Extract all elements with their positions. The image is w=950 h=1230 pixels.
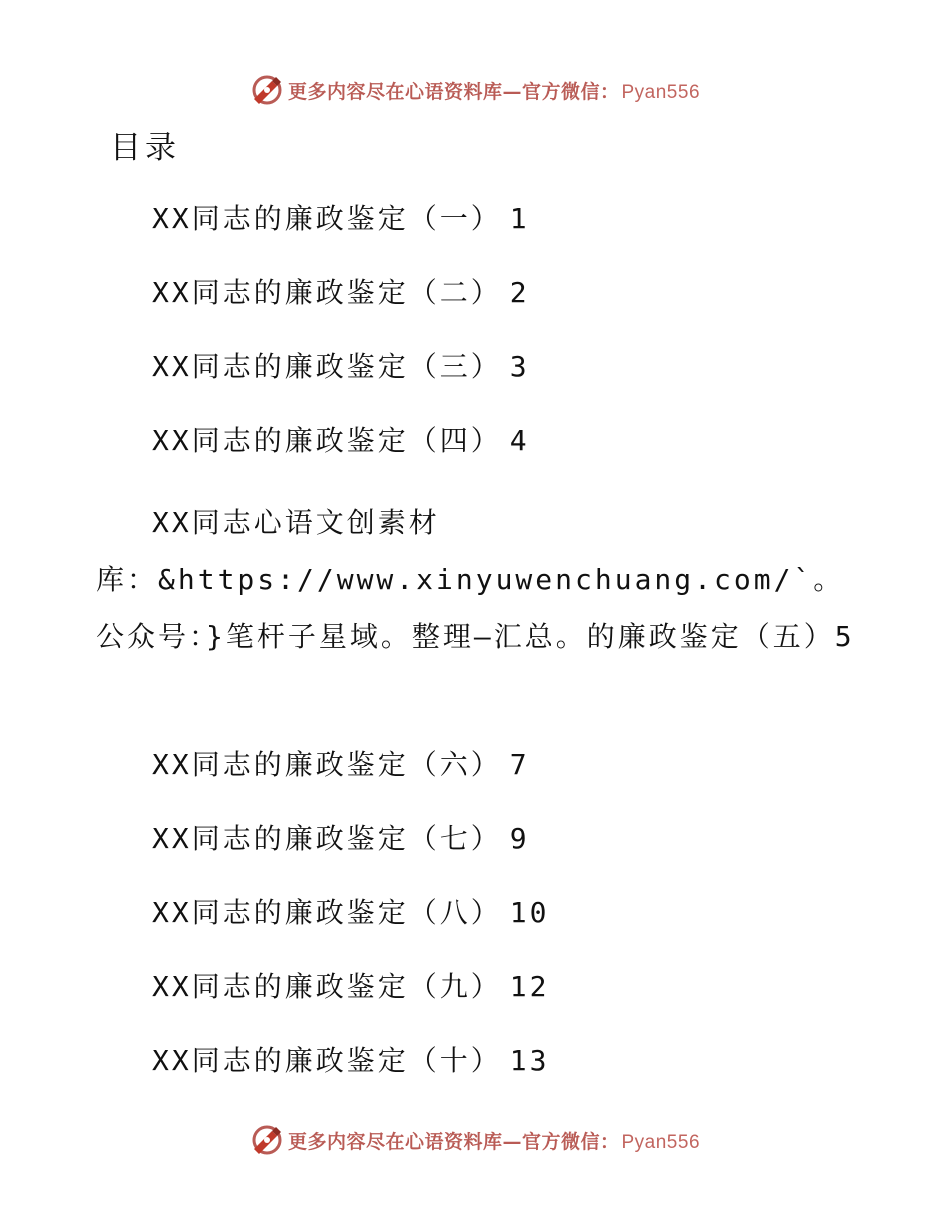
toc-entry[interactable] bbox=[152, 893, 549, 933]
toc-entry[interactable] bbox=[152, 819, 530, 859]
toc-entry[interactable] bbox=[152, 1041, 549, 1081]
toc-entry-page: 13 bbox=[509, 1044, 550, 1077]
toc-entry-page: 1 bbox=[509, 202, 530, 235]
toc-entry-label: XX同志的廉政鉴定（四） bbox=[152, 424, 502, 457]
toc-entry[interactable] bbox=[152, 273, 530, 313]
toc-entry-wrapped[interactable] bbox=[96, 494, 856, 665]
toc-entry-page: 3 bbox=[509, 350, 530, 383]
toc-entry-label: XX同志的廉政鉴定（六） bbox=[152, 748, 502, 781]
toc-entry-label: XX同志的廉政鉴定（三） bbox=[152, 350, 502, 383]
toc-entry-page: 10 bbox=[509, 896, 550, 929]
watermark-text: 更多内容尽在心语资料库—官方微信： Pyan556 bbox=[287, 80, 701, 103]
toc-entry[interactable] bbox=[152, 347, 530, 387]
header-watermark bbox=[0, 70, 950, 110]
toc-entry-label: XX同志的廉政鉴定（八） bbox=[152, 896, 502, 929]
toc-entry-wrapped-line1: XX同志心语文创素材 bbox=[152, 506, 440, 539]
toc-entry-label: XX同志的廉政鉴定（一） bbox=[152, 202, 502, 235]
pen-logo-icon bbox=[250, 73, 284, 107]
watermark-wechat-id: Pyan556 bbox=[621, 1131, 701, 1153]
toc-entry[interactable] bbox=[152, 421, 530, 461]
toc-entry-page: 4 bbox=[509, 424, 530, 457]
watermark-text: 更多内容尽在心语资料库—官方微信： Pyan556 bbox=[287, 1130, 701, 1153]
toc-title: 目录 bbox=[110, 130, 180, 166]
toc-entry-page: 7 bbox=[509, 748, 530, 781]
toc-entry[interactable] bbox=[152, 745, 530, 785]
pen-logo-icon bbox=[250, 1123, 284, 1157]
toc-entry-label: XX同志的廉政鉴定（二） bbox=[152, 276, 502, 309]
toc-entry-label: XX同志的廉政鉴定（七） bbox=[152, 822, 502, 855]
toc-entry-page: 12 bbox=[509, 970, 550, 1003]
toc-entry[interactable] bbox=[152, 967, 549, 1007]
toc-entry-page: 9 bbox=[509, 822, 530, 855]
toc-entry-wrapped-rest: 库：&https://www.xinyuwenchuang.com/`。公众号：}笔杆子星域。整理—汇总。的廉政鉴定（五）5 bbox=[96, 563, 855, 653]
watermark-wechat-id: Pyan556 bbox=[621, 81, 701, 103]
toc-entry[interactable] bbox=[152, 199, 530, 239]
toc-entry-label: XX同志的廉政鉴定（九） bbox=[152, 970, 502, 1003]
toc-entry-label: XX同志的廉政鉴定（十） bbox=[152, 1044, 502, 1077]
footer-watermark bbox=[0, 1120, 950, 1160]
toc-entry-page: 2 bbox=[509, 276, 530, 309]
